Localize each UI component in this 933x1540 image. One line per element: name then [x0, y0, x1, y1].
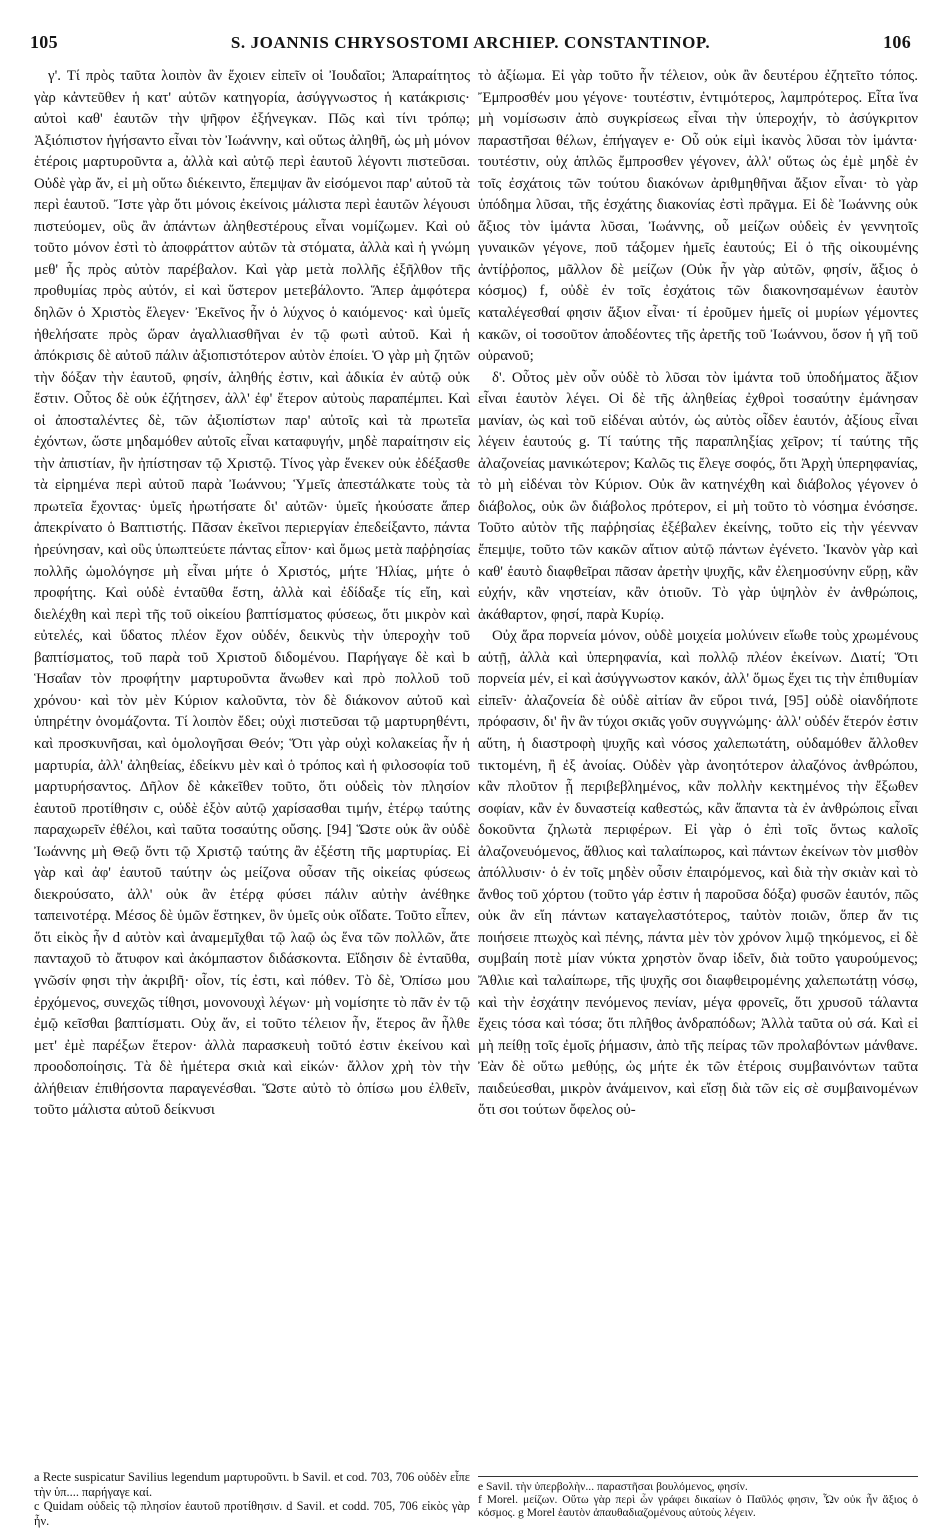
- footnotes-left: [34, 1470, 470, 1528]
- footnote-right-1: e Savil. τὴν ὑπερβολὴν... παραστῆσαι βουλόμενος, φησίν.: [478, 1480, 748, 1493]
- right-text-column: [478, 66, 918, 1466]
- right-paragraph-3: Οὐχ ἅρα πορνεία μόνον, οὐδὲ μοιχεία μολύνειν εἴωθε τοὺς χρωμένους αὐτῇ, ἀλλὰ καὶ ὑπερηφανία, καὶ πολλῷ πλέον ἐκείνων. Διατί; Ὅτι πορνεία μέν, εἰ καὶ ἀσύγγνωστον κακόν, ἀλλ' ὅμως ἔχει τις τὴν ἐπιθυμίαν εἰπεῖν· ἀλαζονεία δὲ οὐδὲ αἰτίαν ἂν εὕροι τινά, [95] οὐδὲ οἱανδήποτε πρόφασιν, δι' ἣν ἂν τύχοι σκιᾶς γοῦν συγγνώμης· ἀλλ' οὐδέν ἕτερόν ἐστιν αὕτη, ἡ διαστροφὴ ψυχῆς καὶ νόσος χαλεπωτάτη, οὐδαμόθεν ἄλλοθεν τικτομένη, ἢ ἐξ ἀνοίας. Οὐδὲν γὰρ ἀνοητότερον ἀλαζόνος ἀνθρώπου, κἂν πλοῦτον ᾖ περιβεβλημένος, κἂν πολλὴν κεκτημένος τὴν ἔξωθεν σοφίαν, κἂν ἐν δυναστείᾳ καθεστώς, κἂν ἅπαντα τὰ ἐν ἀνθρώποις εἶναι δοκοῦντα ζηλωτὰ περιφέρων. Εἰ γὰρ ὁ ἐπὶ τοῖς ὄντως καλοῖς ἀλαζονευόμενος, ἄθλιος καὶ ταλαίπωρος, καὶ πάντων ἐκείνων τὸν μισθὸν ἀπόλλυσιν· ὁ ἐν τοῖς μηδὲν οὖσιν ἐπαιρόμενος, καὶ διὰ τὴν σκιὰν καὶ τὸ ἄνθος τοῦ χόρτου (τοῦτο γάρ ἐστιν ἡ παροῦσα δόξα) φυσῶν ἑαυτόν, πῶς οὐκ ἂν εἴη πάντων καταγελαστότερος, ταὐτὸν ποιῶν, ὅπερ ἄν τις ποιήσειε πτωχὸς καὶ πένης, πάντα μὲν τὸν χρόνον λιμῷ τηκόμενος, εἰ δὲ συμβαίη ποτὲ μίαν νύκτα χρηστὸν ὄναρ ἰδεῖν, διὰ τοῦτο γαυρούμενος; Ἄθλιε καὶ ταλαίπωρε, τῆς ψυχῆς σοι διαφθειρομένης χαλεπωτάτῃ νόσῳ, καὶ τὴν ἐσχάτην πενόμενος πενίαν, μέγα φρονεῖς, ὅτι χρυσοῦ τάλαντα ἔχεις τόσα καὶ τόσα; ὅτι πλῆθος ἀνδραπόδων; Ἀλλὰ ταῦτα οὐ σά. Καὶ εἰ μὴ πείθῃ τοῖς ἐμοῖς ῥήμασιν, ἀπὸ τῆς πείρας τῶν προλαβόντων μάνθανε. Ἐὰν δὲ οὕτω μεθύῃς, ὡς μήτε ἐκ τῶν ἑτέροις συμβαινόντων ταῦτα παιδεύεσθαι, μικρὸν ἀνάμεινον, καὶ εἴσῃ διὰ τῶν εἰς σὲ συμβαινομένων ὅτι σοι τούτων ὄφελος οὐ-: [478, 628, 918, 1119]
- running-title: S. JOANNIS CHRYSOSTOMI ARCHIEP. CONSTANTINOP.: [230, 33, 711, 52]
- page-number-left: 105: [30, 32, 58, 52]
- right-paragraph-1: τὸ ἀξίωμα. Εἰ γὰρ τοῦτο ἦν τέλειον, οὐκ ἂν δευτέρου ἐζητεῖτο τόπος. Ἔμπροσθέν μου γέγονε· τουτέστιν, ἐντιμότερος, λαμπρότερος. Εἶτα ἵνα μὴ νομίσωσιν ἀπὸ συγκρίσεως εἶναι τὴν ὑπεροχήν, τὸ ἀσύγκριτον παραστῆσαι θέλων, ἐπήγαγεν e· Οὗ οὐκ εἰμὶ ἱκανὸς λῦσαι τὸν ἱμάντα· τουτέστιν, οὐχ ἁπλῶς ἔμπροσθεν γέγονεν, ἀλλ' οὕτως ὡς ἐμὲ μηδὲ ἐν τοῖς ἐσχάτοις τῶν τούτου διακόνων ἀριθμηθῆναι ἄξιον εἶναι· τὸ γὰρ ὑπόδημα λῦσαι, τῆς ἐσχάτης διακονίας ἐστὶ πρᾶγμα. Εἰ δὲ Ἰωάννης οὐκ ἄξιος τὸν ἱμάντα λῦσαι, Ἰωάννης, οὗ μείζων οὐδεὶς ἐν γεννητοῖς γυναικῶν γέγονε, ποῦ τάξομεν ἡμεῖς ἑαυτούς; Εἰ ὁ τῆς οἰκουμένης ἀντίῤῥοπος, μᾶλλον δὲ μείζων (Οὐκ ἦν γὰρ αὐτῶν, φησίν, ἄξιος ὁ κόσμος) f, οὐδὲ ἐν τοῖς ἐσχάτοις τῶν διακονησαμένων ἑαυτὸν καταλέγεσθαί φησιν ἄξιον εἶναι· τί ἐροῦμεν ἡμεῖς οἱ μυρίων γέμοντες κακῶν, οἱ τοσοῦτον ἀποδέοντες τῆς ἀρετῆς τοῦ Ἰωάννου, ὅσον ἡ γῆ τοῦ οὐρανοῦ;: [478, 68, 918, 365]
- left-paragraph-1: γ'. Τί πρὸς ταῦτα λοιπὸν ἂν ἔχοιεν εἰπεῖν οἱ Ἰουδαῖοι; Ἀπαραίτητος γὰρ κἀντεῦθεν ἡ κατ' αὐτῶν κατηγορία, ἀσύγγνωστος ἡ κατάκρισις· αὐτοὶ καθ' ἑαυτῶν τὴν ψῆφον ἐξήνεγκαν. Πῶς καὶ τίνι τρόπῳ; Ἀξιόπιστον ἡγήσαντο εἶναι τὸν Ἰωάννην, καὶ οὕτως ἀληθῆ, ὡς μὴ μόνον ἑτέροις μαρτυροῦντα a, ἀλλὰ καὶ αὐτῷ περὶ ἑαυτοῦ λέγοντι πιστεῦσαι. Οὐδὲ γὰρ ἄν, εἰ μὴ οὕτω διέκειντο, ἔπεμψαν ἂν εἰσόμενοι παρ' αὐτοῦ τὰ περὶ ἑαυτοῦ. Ἴστε γὰρ ὅτι μόνοις ἐκείνοις μάλιστα περὶ ἑαυτῶν λέγουσι πιστεύομεν, οὓς ἂν ἁπάντων ἀληθεστέρους εἶναι νομίζωμεν. Καὶ οὐ τοῦτο μόνον ἐστὶ τὸ ἀποφράττον αὐτῶν τὰ στόματα, ἀλλὰ καὶ ἡ γνώμη μεθ' ἧς πρὸς αὐτὸν παρέβαλον. Καὶ γὰρ μετὰ πολλῆς ἐξῆλθον τῆς προθυμίας πρὸς αὐτόν, εἰ καὶ ὕστερον μετεβάλοντο. Ἅπερ ἀμφότερα δηλῶν ὁ Χριστὸς ἔλεγεν· Ἐκεῖνος ἦν ὁ λύχνος ὁ καιόμενος· καὶ ὑμεῖς ἠθελήσατε πρὸς ὥραν ἀγαλλιασθῆναι ἐν τῷ φωτὶ αὐτοῦ. Καὶ ἡ ἀπόκρισις δὲ αὐτοῦ πάλιν ἀξιοπιστότερον αὐτὸν ἐποίει. Ὁ γὰρ μὴ ζητῶν τὴν δόξαν τὴν ἑαυτοῦ, φησίν, ἀληθής ἐστιν, καὶ ἀδικία ἐν αὐτῷ οὐκ ἔστιν. Οὗτος δὲ οὐκ ἐζήτησεν, ἀλλ' ἐφ' ἕτερον αὐτοὺς παραπέμπει. Καὶ οἱ ἀποσταλέντες δὲ, τῶν ἀξιοπίστων παρ' αὐτοῖς καὶ τὰ πρωτεῖα ἐχόντων, ὥστε μηδαμόθεν αὐτοῖς εἶναι καταφυγήν, μηδὲ παραίτησιν εἰς τὴν ἀπιστίαν, ἣν ἠπίστησαν τῷ Χριστῷ. Τίνος γὰρ ἕνεκεν οὐκ ἐδέξασθε τὰ εἰρημένα περὶ αὐτοῦ παρὰ Ἰωάννου; Ὑμεῖς ἀπεστάλκατε τοὺς τὰ πρωτεῖα ἔχοντας· ὑμεῖς ἠρωτήσατε δι' αὐτῶν· ὑμεῖς ἠκούσατε ἅπερ ἀπεκρίνατο ὁ Βαπτιστής. Πᾶσαν ἐκεῖνοι περιεργίαν ἐπεδείξαντο, πάντα ἠρεύνησαν, καὶ οὓς ὑπωπτεύετε πάντας εἶπον· καὶ ὅμως μετὰ παῤῥησίας πολλῆς ὡμολόγησε μὴ εἶναι μήτε ὁ Χριστός, μήτε Ἠλίας, μήτε ὁ προφήτης. Καὶ οὐδὲ ἐνταῦθα ἔστη, ἀλλὰ καὶ ἐδίδαξε τίς εἴη, καὶ διελέχθη καὶ περὶ τῆς τοῦ οἰκείου βαπτίσματος φύσεως, ὅτι μικρὸν καὶ εὐτελές, καὶ ὕδατος πλέον ἔχον οὐδέν, δεικνὺς τὴν ὑπεροχὴν τοῦ βαπτίσματος, τοῦ παρὰ τοῦ Χριστοῦ διδομένου. Παρήγαγε δὲ καὶ b Ἡσαΐαν τὸν προφήτην μαρτυροῦντα ἄνωθεν καὶ πρὸ πολλοῦ τοῦ χρόνου· καὶ τὸν μὲν Κύριον καλοῦντα, τὸν δὲ διάκονον αὐτοῦ καὶ ὑπηρέτην ὀνομάζοντα. Τί λοιπὸν ἔδει; οὐχὶ πιστεῦσαι τῷ μαρτυρηθέντι, καὶ προσκυνῆσαι, καὶ ὁμολογῆσαι Θεόν; Ὅτι γὰρ οὐχὶ κολακείας ἦν ἡ μαρτυρία, ἀλλ' ἀληθείας, ἐδείκνυ μὲν καὶ ὁ τρόπος καὶ ἡ φιλοσοφία τοῦ μαρτυρήσαντος. Δῆλον δὲ κἀκεῖθεν τοῦτο, ὅτι οὐδεὶς τὸν πλησίον ἑαυτοῦ προτίθησιν c, οὐδὲ ἐξὸν αὐτῷ χαρίσασθαι τιμήν, ἑτέρῳ ταύτης παραχωρεῖν ἐθέλοι, καὶ ταῦτα τοσαύτης οὔσης. [94] Ὥστε οὐκ ἂν οὐδὲ Ἰωάννης μὴ Θεῷ ὄντι τῷ Χριστῷ ταύτης ἂν ἐξέστη τῆς μαρτυρίας. Εἰ γὰρ καὶ ἀφ' ἑαυτοῦ ταύτην ὡς μείζονα οὖσαν τῆς οἰκείας φύσεως διεκρούσατο, ἀλλ' οὐκ ἂν ἑτέρᾳ φύσει πάλιν αὐτὴν ἀνέθηκε ταπεινοτέρᾳ. Μέσος δὲ ὑμῶν ἕστηκεν, ὃν ὑμεῖς οὐκ οἴδατε. Τοῦτο εἶπεν, ὅτι εἰκὸς ἦν d αὐτὸν καὶ ἀναμεμῖχθαι τῷ λαῷ ὡς ἕνα τῶν πολλῶν, ἅτε πανταχοῦ τὸ ἄτυφον καὶ ἀκόμπαστον διδάσκοντα. Εἴδησιν δὲ ἐνταῦθα, γνῶσίν φησι τὴν ἀκριβῆ· οἷον, τίς ἐστι, καὶ πόθεν. Τὸ δὲ, Ὀπίσω μου ἐρχόμενος, συνεχῶς τίθησι, μονονουχὶ λέγων· μὴ νομίσητε τὸ πᾶν ἐν τῷ ἐμῷ κεῖσθαι βαπτίσματι. Οὐχ ἄν, εἰ τοῦτο τέλειον ἦν, ἕτερος ἂν ἦλθε μετ' ἐμὲ παρέξων ἕτερον· ἀλλὰ παρασκευὴ τοῦτό ἐστιν ἐκείνου καὶ προοδοποίησις. Τὰ δὲ ἡμέτερα σκιὰ καὶ εἰκών· ἄλλον χρὴ τὸν τὴν ἀλήθειαν ἐπιθήσοντα παραγενέσθαι. Ὥστε αὐτὸ τὸ ὀπίσω μου ἐλθεῖν, τοῦτο μάλιστα αὐτοῦ δείκνυσι: [34, 68, 470, 1119]
- footnote-left-2: c Quidam οὐδεὶς τῷ πλησίον ἑαυτοῦ προτίθησιν. d Savil. et codd. 705, 706 εἰκὸς γὰρ ἦν.: [34, 1499, 470, 1528]
- footnote-right-2: f Morel. μείζων. Οὕτω γὰρ περὶ ὧν γράφει δικαίων ὁ Παῦλός φησιν, Ὧν οὐκ ἦν ἄξιος ὁ κόσμος. g Morel ἑαυτὸν ἀπαυθαδιαζομένους αὐτοὺς λέγειν.: [478, 1493, 918, 1520]
- footnotes-right: [478, 1476, 918, 1520]
- running-head: [30, 32, 911, 58]
- right-paragraph-2: δ'. Οὗτος μὲν οὖν οὐδὲ τὸ λῦσαι τὸν ἱμάντα τοῦ ὑποδήματος ἄξιον εἶναι ἑαυτὸν λέγει. Οἱ δὲ τῆς ἀληθείας ἐχθροὶ τοσαύτην ἐμάνησαν μανίαν, ὡς καὶ τοῦ εἰδέναι αὐτόν, ὡς αὐτὸς οἶδεν ἑαυτόν, ἀξίους εἶναι λέγειν ἑαυτούς g. Τί ταύτης τῆς παραπληξίας χεῖρον; τί ταύτης τῆς ἀλαζονείας μανικώτερον; Καλῶς τις ἔλεγε σοφός, ὅτι Ἀρχὴ ὑπερηφανίας, τὸ μὴ εἰδέναι τὸν Κύριον. Οὐκ ἂν κατηνέχθη καὶ διάβολος γέγονεν ὁ διάβολος, οὐκ ὢν διάβολος πρότερον, εἰ μὴ τοῦτο τὸ νόσημα ἐνόσησε. Τοῦτο αὐτὸν τῆς παῤῥησίας ἐξέβαλεν ἐκείνης, τοῦτο εἰς τὴν γέενναν ἔπεμψε, τοῦτο τῶν κακῶν αἴτιον αὐτῷ πάντων ἐγένετο. Ἱκανὸν γὰρ καὶ καθ' ἑαυτὸ διαφθεῖραι πᾶσαν ἀρετὴν ψυχῆς, κἂν ἐλεημοσύνην εὕρῃ, κἂν εὐχήν, κἂν νηστείαν, κἂν ὁτιοῦν. Τὸ γὰρ ὑψηλὸν ἐν ἀνθρώποις, ἀκάθαρτον, φησί, παρὰ Κυρίῳ.: [478, 369, 918, 623]
- page-number-right: 106: [883, 32, 911, 52]
- left-text-column: [34, 66, 470, 1468]
- footnote-left-1: a Recte suspicatur Savilius legendum μαρτυροῦντι. b Savil. et cod. 703, 706 οὐδὲν εἶπε τὴν ὑπ.... παρήγαγε καί.: [34, 1470, 470, 1499]
